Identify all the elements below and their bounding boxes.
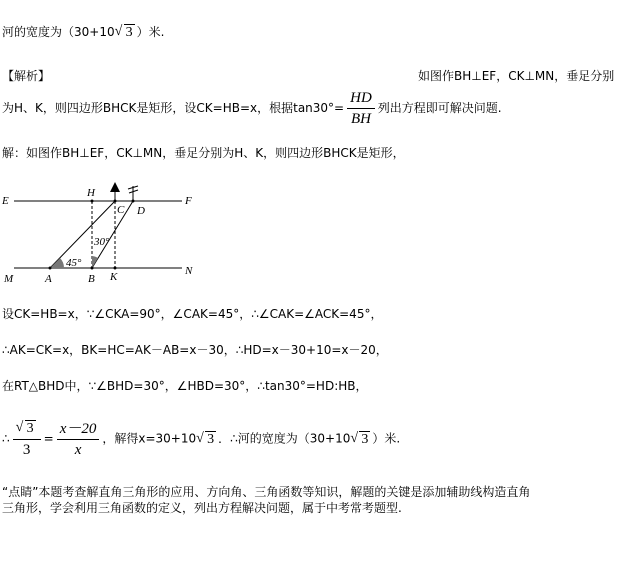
- label-e: E: [2, 195, 9, 207]
- sqrt-expression: √ 3: [115, 25, 137, 41]
- analysis-line2: 为H、K，则四边形BHCK是矩形，设CK=HB=x，根据tan30°= $\frac{HD}{BH}$ 列出方程即可解决问题.: [2, 90, 502, 127]
- label-n: N: [185, 265, 193, 277]
- answer-tail: ）米.: [136, 25, 165, 39]
- tan-fraction: $\frac{HD}{BH}$: [347, 88, 375, 129]
- solution-line4: 在RT△BHD中，∵∠BHD=30°，∠HBD=30°，∴tan30°=HD:HB，: [2, 379, 368, 393]
- label-d: D: [137, 205, 145, 217]
- frac-right: $\frac{x-20}{x}$: [57, 419, 100, 460]
- angle45-mark: [50, 258, 64, 268]
- label-k: K: [110, 271, 118, 283]
- analysis-line1: 如图作BH⊥EF，CK⊥MN，垂足分别: [418, 69, 615, 83]
- geometry-figure: [0, 180, 210, 290]
- analysis-tag: 【解析】: [2, 69, 51, 83]
- comment-line1: “点睛”本题考查解直角三角形的应用、方向角、三角函数等知识，解题的关键是添加辅助线构造直角: [2, 485, 531, 499]
- solution-line2: 设CK=HB=x，∵∠CKA=90°，∠CAK=45°，∴∠CAK=∠ACK=45°，: [2, 307, 383, 321]
- comment-line2: 三角形，学会利用三角函数的定义，列出方程解决问题，属于中考常考题型.: [2, 501, 402, 515]
- angle30-mark: [92, 256, 98, 268]
- frac-left: √ $\frac{3}{3}$: [13, 418, 41, 460]
- label-angle30: 30°: [94, 236, 110, 248]
- segment-bd: [92, 201, 133, 268]
- answer-line: [2, 24, 164, 41]
- answer-text: 河的宽度为（30+10: [2, 25, 115, 39]
- label-angle45: 45°: [66, 257, 82, 269]
- label-h: H: [87, 187, 95, 199]
- solution-line3: ∴AK=CK=x，BK=HC=AK－AB=x－30，∴HD=x－30+10=x－20，: [2, 343, 388, 357]
- label-c: C: [117, 204, 125, 216]
- segment-ac: [50, 201, 115, 268]
- label-a: A: [45, 273, 52, 285]
- solution-line1: 解：如图作BH⊥EF，CK⊥MN，垂足分别为H、K，则四边形BHCK是矩形，: [2, 146, 405, 160]
- label-f: F: [185, 195, 192, 207]
- label-b: B: [88, 273, 95, 285]
- solution-equation: ∴ √ $\frac{3}{3}$ = $\frac{x-20}{x}$ ，解得x=30+10√ 3 ．∴河的宽度为（30+10√ 3 ）米.: [2, 418, 400, 460]
- north-arrow-icon: [110, 182, 120, 192]
- label-m: M: [4, 273, 14, 285]
